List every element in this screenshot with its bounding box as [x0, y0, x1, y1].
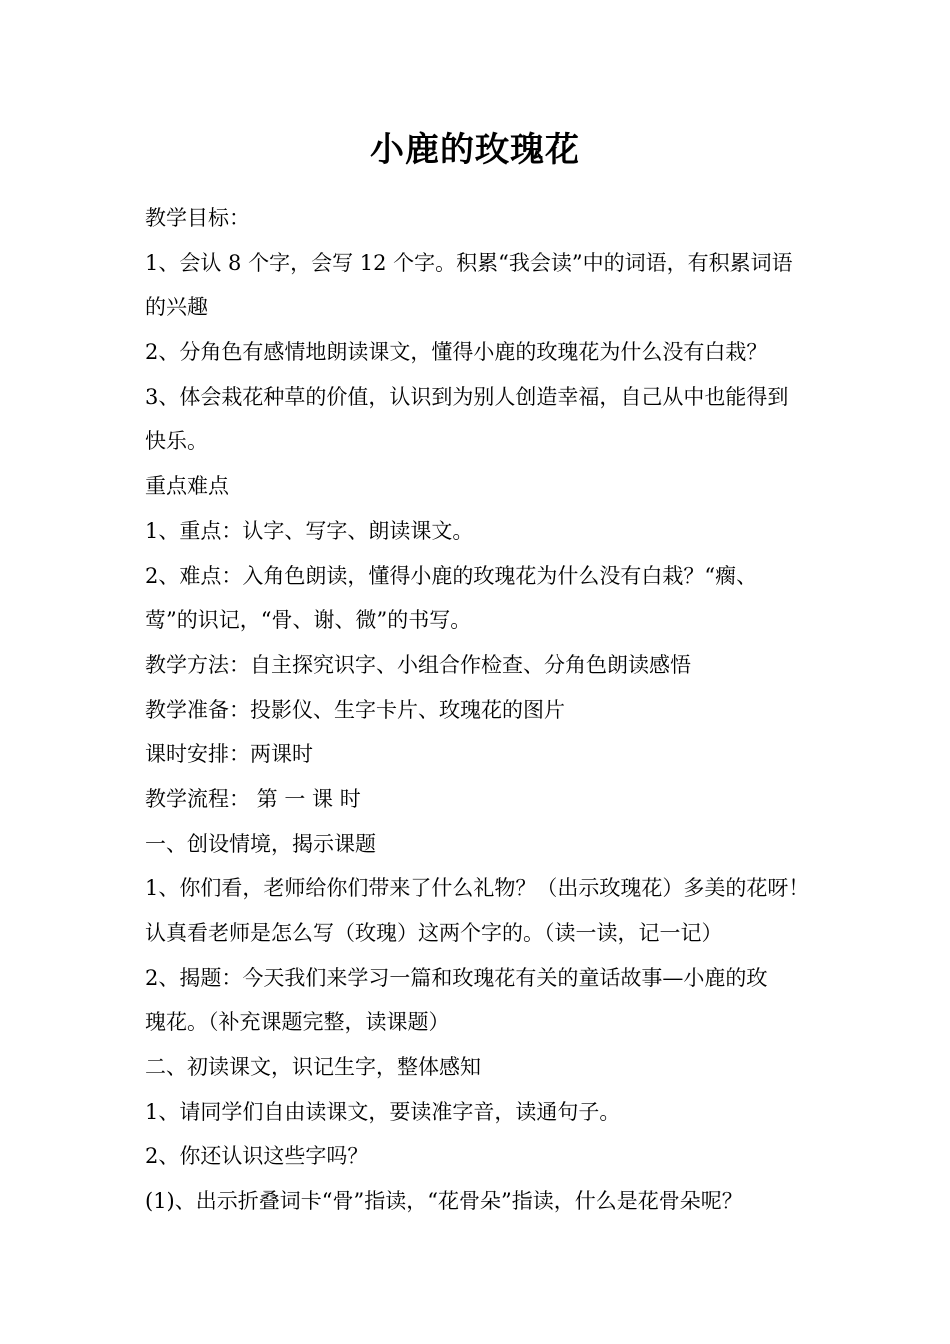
step-heading: 一、创设情境，揭示课题: [145, 831, 376, 856]
paragraph-line: 1、你们看，老师给你们带来了什么礼物？（出示玫瑰花）多美的花呀！: [145, 876, 810, 901]
paragraph-line: 2、分角色有感情地朗读课文，懂得小鹿的玫瑰花为什么没有白栽？: [145, 340, 768, 365]
paragraph-line: 1、重点：认字、写字、朗读课文。: [145, 518, 474, 543]
document-body: [145, 196, 825, 1224]
paragraph-line: 认真看老师是怎么写（玫瑰）这两个字的。（读一读，记一记）: [145, 921, 723, 945]
section-heading-schedule: 课时安排：两课时: [145, 742, 313, 767]
paragraph-line: 2、揭题：今天我们来学习一篇和玫瑰花有关的童话故事—小鹿的玫: [145, 965, 768, 990]
section-heading-methods: 教学方法：自主探究识字、小组合作检查、分角色朗读感悟: [145, 652, 691, 677]
paragraph-line: 快乐。: [145, 429, 208, 454]
page-title: 小鹿的玫瑰花: [370, 130, 580, 170]
paragraph-line: 的兴趣: [145, 295, 208, 320]
paragraph-line: 2、你还认识这些字吗？: [145, 1144, 369, 1169]
paragraph-line: (1)、出示折叠词卡“骨”指读，“花骨朵”指读，什么是花骨朵呢？: [145, 1189, 743, 1214]
paragraph-line: 3、体会栽花种草的价值，认识到为别人创造幸福，自己从中也能得到: [145, 384, 789, 409]
section-heading-process: 教学流程： 第 一 课 时: [145, 786, 361, 811]
section-heading-key-points: 重点难点: [145, 474, 229, 499]
paragraph-line: 2、难点：入角色朗读，懂得小鹿的玫瑰花为什么没有白栽？“瘸、: [145, 563, 758, 588]
paragraph-line: 瑰花。（补充课题完整，读课题）: [145, 1010, 450, 1035]
section-heading-preparation: 教学准备：投影仪、生字卡片、玫瑰花的图片: [145, 697, 565, 722]
paragraph-line: 1、会认 8 个字，会写 12 个字。积累“我会读”中的词语，有积累词语: [145, 250, 793, 275]
paragraph-line: 1、请同学们自由读课文，要读准字音，读通句子。: [145, 1099, 621, 1124]
step-heading: 二、初读课文，识记生字，整体感知: [145, 1055, 481, 1080]
section-heading-objectives: 教学目标：: [145, 206, 250, 230]
paragraph-line: 莺”的识记，“骨、谢、微”的书写。: [145, 608, 472, 633]
